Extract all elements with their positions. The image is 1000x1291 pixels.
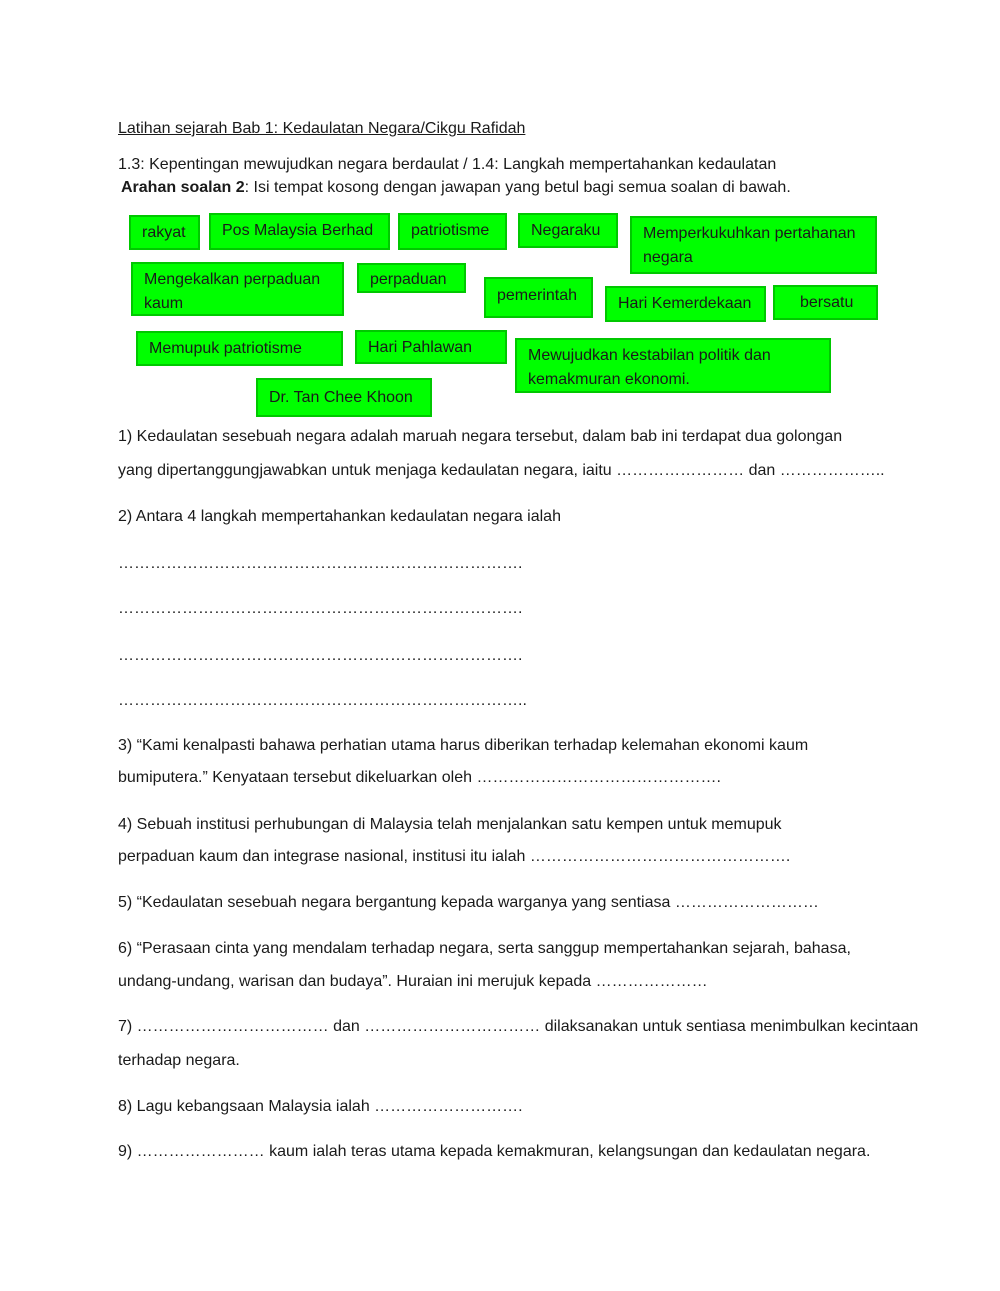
question-1-line-2[interactable]: yang dipertanggungjawabkan untuk menjaga kedaulatan negara, iaitu …………………… dan ………………..: [118, 462, 885, 479]
question-7-line-2: terhadap negara.: [118, 1052, 240, 1069]
question-2-text: 2) Antara 4 langkah mempertahankan kedaulatan negara ialah: [118, 508, 561, 525]
question-2-blank-1[interactable]: ………………………………………………………………….: [118, 555, 523, 572]
answer-chip-pemerintah[interactable]: pemerintah: [484, 277, 593, 318]
worksheet-subtitle: 1.3: Kepentingan mewujudkan negara berdaulat / 1.4: Langkah mempertahankan kedaulatan: [118, 156, 777, 173]
question-9[interactable]: 9) …………………… kaum ialah teras utama kepada kemakmuran, kelangsungan dan kedaulatan negara.: [118, 1143, 871, 1160]
instruction-text: : Isi tempat kosong dengan jawapan yang betul bagi semua soalan di bawah.: [244, 179, 791, 196]
question-4-line-1: 4) Sebuah institusi perhubungan di Malaysia telah menjalankan satu kempen untuk memupuk: [118, 816, 782, 833]
answer-chip-memperkukuhkan-pertahanan[interactable]: Memperkukuhkan pertahanan negara: [630, 216, 877, 274]
question-7-line-1[interactable]: 7) ……………………………… dan …………………………… dilaksanakan untuk sentiasa menimbulkan kecintaan: [118, 1018, 919, 1035]
answer-chip-hari-pahlawan[interactable]: Hari Pahlawan: [355, 330, 507, 364]
question-2-blank-3[interactable]: ………………………………………………………………….: [118, 647, 523, 664]
answer-chip-mengekalkan-perpaduan[interactable]: Mengekalkan perpaduan kaum: [131, 262, 344, 316]
answer-chip-patriotisme[interactable]: patriotisme: [398, 213, 507, 250]
instruction-label: Arahan soalan 2: [121, 179, 245, 196]
worksheet-title: Latihan sejarah Bab 1: Kedaulatan Negara/Cikgu Rafidah: [118, 120, 526, 137]
question-1-line-1: 1) Kedaulatan sesebuah negara adalah maruah negara tersebut, dalam bab ini terdapat dua golongan: [118, 428, 843, 445]
answer-chip-hari-kemerdekaan[interactable]: Hari Kemerdekaan: [605, 286, 766, 322]
answer-chip-mewujudkan-kestabilan[interactable]: Mewujudkan kestabilan politik dan kemakmuran ekonomi.: [515, 338, 831, 393]
answer-chip-pos-malaysia[interactable]: Pos Malaysia Berhad: [209, 213, 390, 250]
question-8[interactable]: 8) Lagu kebangsaan Malaysia ialah ……………………….: [118, 1098, 523, 1115]
answer-chip-rakyat[interactable]: rakyat: [129, 215, 200, 250]
answer-chip-tan-chee-khoon[interactable]: Dr. Tan Chee Khoon: [256, 378, 432, 417]
question-2-blank-2[interactable]: ………………………………………………………………….: [118, 600, 523, 617]
question-6-line-2[interactable]: undang-undang, warisan dan budaya”. Huraian ini merujuk kepada …………………: [118, 973, 708, 990]
question-2-blank-4[interactable]: …………………………………………………………………..: [118, 692, 527, 709]
question-5[interactable]: 5) “Kedaulatan sesebuah negara bergantung kepada warganya yang sentiasa ………………………: [118, 894, 819, 911]
instruction: [121, 178, 791, 198]
question-3-line-1: 3) “Kami kenalpasti bahawa perhatian utama harus diberikan terhadap kelemahan ekonomi kaum: [118, 737, 809, 754]
question-6-line-1: 6) “Perasaan cinta yang mendalam terhadap negara, serta sanggup mempertahankan sejarah, bahasa,: [118, 940, 851, 957]
question-3-line-2[interactable]: bumiputera.” Kenyataan tersebut dikeluarkan oleh ……………………………………….: [118, 769, 721, 786]
answer-chip-perpaduan[interactable]: perpaduan: [357, 263, 466, 293]
answer-chip-bersatu[interactable]: bersatu: [773, 285, 878, 320]
question-4-line-2[interactable]: perpaduan kaum dan integrase nasional, institusi itu ialah ………………………………………….: [118, 848, 791, 865]
answer-chip-negaraku[interactable]: Negaraku: [518, 213, 618, 248]
answer-chip-memupuk-patriotisme[interactable]: Memupuk patriotisme: [136, 331, 343, 366]
